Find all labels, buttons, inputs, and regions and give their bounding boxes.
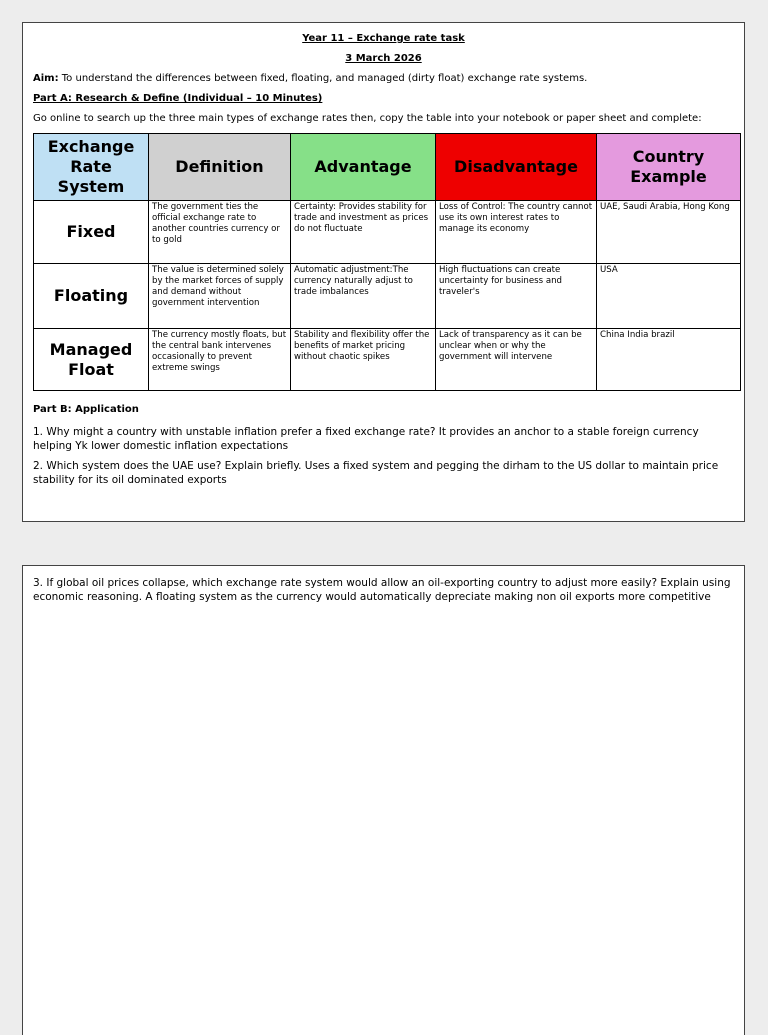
header-disadvantage: Disadvantage <box>436 134 597 201</box>
question-3: 3. If global oil prices collapse, which exchange rate system would allow an oil-exporting country to adjust more easily? Explain using economic reasoning. A floating system as the currency would automatically depreciate making non oil exports more competitive <box>33 577 731 603</box>
table-header-row <box>34 134 741 201</box>
system-cell: Managed Float <box>34 329 149 391</box>
advantage-cell: Stability and flexibility offer the benefits of market pricing without chaotic spikes <box>291 329 436 391</box>
definition-cell: The value is determined solely by the market forces of supply and demand without government intervention <box>149 264 291 329</box>
header-advantage: Advantage <box>291 134 436 201</box>
document-date: 3 March 2026 <box>345 53 422 64</box>
advantage-cell: Automatic adjustment:The currency naturally adjust to trade imbalances <box>291 264 436 329</box>
part-b-heading: Part B: Application <box>33 404 139 415</box>
header-definition: Definition <box>149 134 291 201</box>
disadvantage-cell: Loss of Control: The country cannot use its own interest rates to manage its economy <box>436 201 597 264</box>
document-title: Year 11 – Exchange rate task <box>302 33 465 44</box>
disadvantage-cell: High fluctuations can create uncertainty for business and traveler's <box>436 264 597 329</box>
example-cell: USA <box>597 264 741 329</box>
aim-line <box>33 73 734 85</box>
page-1 <box>22 22 745 522</box>
aim-text: To understand the differences between fixed, floating, and managed (dirty float) exchange rate systems. <box>58 73 588 84</box>
disadvantage-cell: Lack of transparency as it can be unclear when or why the government will intervene <box>436 329 597 391</box>
example-cell: UAE, Saudi Arabia, Hong Kong <box>597 201 741 264</box>
definition-cell: The currency mostly floats, but the central bank intervenes occasionally to prevent extreme swings <box>149 329 291 391</box>
page-2 <box>22 565 745 1035</box>
exchange-rate-table <box>33 133 741 391</box>
example-cell: China India brazil <box>597 329 741 391</box>
aim-label: Aim: <box>33 73 59 84</box>
question-2: 2. Which system does the UAE use? Explain briefly. Uses a fixed system and pegging the dirham to the US dollar to maintain price stability for its oil dominated exports <box>33 460 719 486</box>
table-row-floating <box>34 264 741 329</box>
header-system: Exchange Rate System <box>34 134 149 201</box>
question-1: 1. Why might a country with unstable inflation prefer a fixed exchange rate? It provides an anchor to a stable foreign currency helping Yk lower domestic inflation expectations <box>33 426 699 452</box>
table-row-managed-float <box>34 329 741 391</box>
table-row-fixed <box>34 201 741 264</box>
definition-cell: The government ties the official exchange rate to another countries currency or to gold <box>149 201 291 264</box>
part-a-heading: Part A: Research & Define (Individual – 10 Minutes) <box>33 93 323 104</box>
advantage-cell: Certainty: Provides stability for trade and investment as prices do not fluctuate <box>291 201 436 264</box>
system-cell: Fixed <box>34 201 149 264</box>
header-country-example: Country Example <box>597 134 741 201</box>
instructions: Go online to search up the three main types of exchange rates then, copy the table into your notebook or paper sheet and complete: <box>33 113 702 124</box>
system-cell: Floating <box>34 264 149 329</box>
